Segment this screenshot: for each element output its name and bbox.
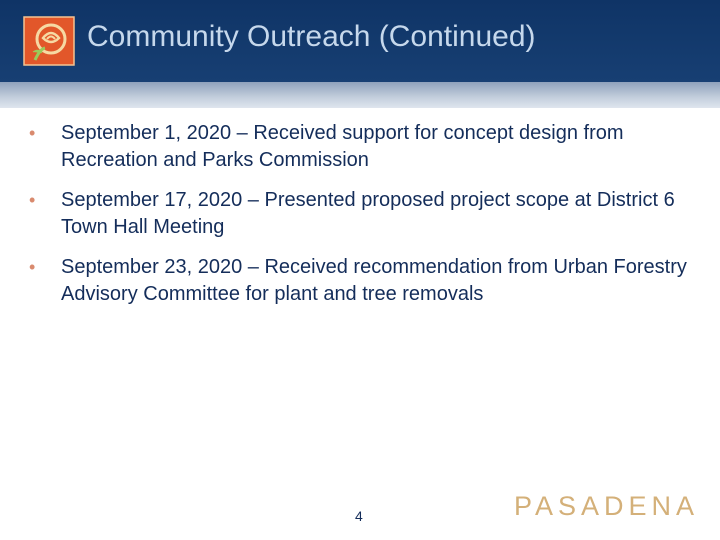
page-number: 4 bbox=[355, 508, 363, 524]
bullet-dot-icon: • bbox=[29, 123, 36, 143]
pasadena-wordmark: PASADENA bbox=[514, 491, 700, 521]
bullet-item bbox=[29, 254, 699, 308]
bullet-list bbox=[29, 120, 699, 321]
bullet-dot-icon: • bbox=[29, 257, 36, 277]
slide-title: Community Outreach (Continued) bbox=[87, 20, 536, 53]
bullet-dot-icon: • bbox=[29, 190, 36, 210]
header-separator bbox=[0, 82, 720, 108]
bullet-text: September 1, 2020 – Received support for concept design from Recreation and Parks Commission bbox=[61, 122, 624, 171]
bullet-text: September 23, 2020 – Received recommendation from Urban Forestry Advisory Committee for plant and tree removals bbox=[61, 256, 687, 305]
bullet-item bbox=[29, 187, 699, 241]
bullet-item bbox=[29, 120, 699, 174]
rose-logo-icon bbox=[23, 16, 75, 66]
bullet-text: September 17, 2020 – Presented proposed project scope at District 6 Town Hall Meeting bbox=[61, 189, 675, 238]
